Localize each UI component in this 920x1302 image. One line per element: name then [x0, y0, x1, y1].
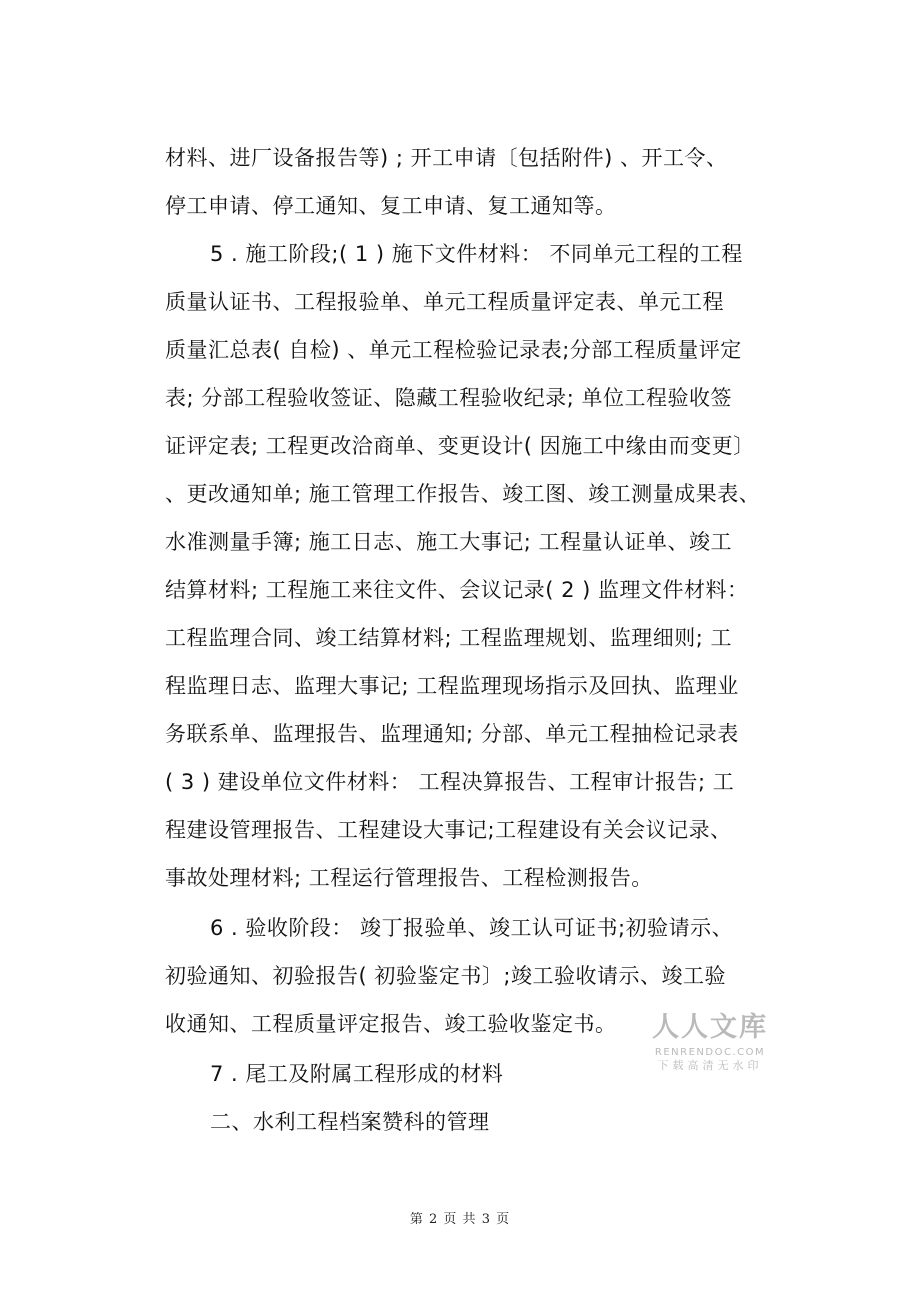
paragraph-line: ( 3 ) 建设单位文件材料： 工程决算报告、工程审计报告; 工	[165, 770, 735, 794]
paragraph-line: 停工申请、停工通知、复工申请、复工通知等。	[165, 194, 617, 218]
paragraph-line: 、更改通知单; 施工管理工作报告、竣工图、竣工测量成果表、	[165, 482, 761, 506]
paragraph-line: 工程监理合同、竣工结算材料; 工程监理规划、监理细则; 工	[165, 626, 732, 650]
paragraph-line: 事故处理材料; 工程运行管理报告、工程检测报告。	[165, 866, 653, 890]
paragraph-line: 质量认证书、工程报验单、单元工程质量评定表、单元工程	[165, 290, 724, 314]
paragraph-line: 材料、进厂设备报告等) ; 开工申请〔包括附件) 、开工令、	[165, 146, 728, 170]
section-5-heading-line: 5 . 施工阶段;( 1 ) 施下文件材料： 不同单元工程的工程	[210, 242, 743, 266]
watermark-url: RENRENDOC.COM	[654, 1047, 766, 1058]
watermark-subtitle: 下载高清无水印	[657, 1059, 763, 1072]
paragraph-line: 水准测量手簿; 施工日志、施工大事记; 工程量认证单、竣工	[165, 530, 732, 554]
paragraph-line: 程建设管理报告、工程建设大事记;工程建设有关会议记录、	[165, 818, 732, 842]
paragraph-line: 质量汇总表( 自检) 、单元工程检验记录表;分部工程质量评定	[165, 338, 742, 362]
section-7-heading-line: 7 . 尾工及附属工程形成的材料	[210, 1062, 504, 1086]
paragraph-line: 证评定表; 工程更改洽商单、变更设计( 因施工中缘由而变更〕	[165, 434, 755, 458]
paragraph-line: 表; 分部工程验收签证、隐藏工程验收纪录; 单位工程验收签	[165, 386, 732, 410]
watermark-title: 人人文库	[652, 1012, 768, 1043]
page-footer: 第 2 页 共 3 页	[409, 1212, 511, 1227]
paragraph-line: 结算材料; 工程施工来往文件、会议记录( 2 ) 监理文件材料：	[165, 578, 749, 602]
paragraph-line: 务联系单、监理报告、监理通知; 分部、单元工程抽检记录表	[165, 722, 739, 746]
paragraph-line: 初验通知、初验报告( 初验鉴定书〕;竣工验收请示、竣工验	[165, 964, 726, 988]
watermark-logo	[648, 1012, 772, 1073]
paragraph-line: 程监理日志、监理大事记; 工程监理现场指示及回执、监理业	[165, 674, 739, 698]
paragraph-line: 收通知、工程质量评定报告、竣工验收鉴定书。	[165, 1012, 617, 1036]
section-6-heading-line: 6 . 验收阶段： 竣丁报验单、竣工认可证书;初验请示、	[210, 916, 734, 940]
chapter-2-heading-line: 二、水利工程档案赞科的管理	[210, 1110, 490, 1134]
